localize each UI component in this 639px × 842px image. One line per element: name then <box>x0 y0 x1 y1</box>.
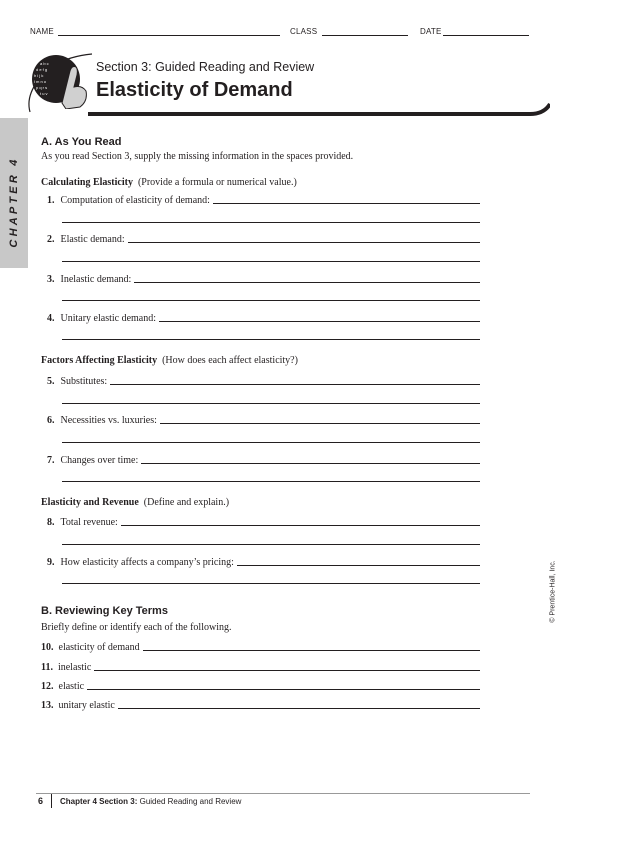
class-field[interactable] <box>322 35 408 36</box>
question-number: 5. <box>47 376 55 387</box>
question-number: 9. <box>47 557 55 568</box>
term-text: inelastic <box>57 662 92 673</box>
answer-line[interactable] <box>62 583 480 584</box>
group-title: Factors Affecting Elasticity <box>41 355 158 366</box>
name-label: NAME <box>30 27 54 36</box>
question-text: Substitutes: <box>60 376 108 387</box>
answer-line[interactable] <box>141 463 480 464</box>
answer-line[interactable] <box>62 403 480 404</box>
term-text: elastic <box>58 681 85 692</box>
term-text: elasticity of demand <box>58 642 140 653</box>
answer-line[interactable] <box>237 565 480 566</box>
answer-line[interactable] <box>118 708 480 709</box>
question-number: 4. <box>47 313 55 324</box>
question-number: 6. <box>47 415 55 426</box>
question-1 <box>47 192 480 206</box>
answer-line[interactable] <box>143 650 480 651</box>
part-a-instruction: As you read Section 3, supply the missing information in the spaces provided. <box>41 151 354 162</box>
question-text: Elastic demand: <box>60 234 125 245</box>
svg-text:a b c: a b c <box>40 61 49 66</box>
question-number: 7. <box>47 455 55 466</box>
answer-line[interactable] <box>62 339 480 340</box>
term-text: unitary elastic <box>58 700 115 711</box>
question-text: Computation of elasticity of demand: <box>60 195 210 206</box>
answer-line[interactable] <box>87 689 480 690</box>
svg-text:p q r s: p q r s <box>36 85 48 90</box>
part-b-heading: B. Reviewing Key Terms <box>41 605 168 617</box>
term-number: 11. <box>41 662 53 673</box>
question-4 <box>47 310 480 324</box>
question-number: 1. <box>47 195 55 206</box>
group-title: Calculating Elasticity <box>41 177 133 188</box>
question-number: 8. <box>47 517 55 528</box>
group-heading-calculating <box>41 177 297 188</box>
section-logo-icon <box>22 51 92 109</box>
date-field[interactable] <box>443 35 529 36</box>
footer-chapter-section: Chapter 4 Section 3: <box>60 797 138 806</box>
term-11 <box>41 659 480 673</box>
answer-line[interactable] <box>134 282 480 283</box>
answer-line[interactable] <box>62 442 480 443</box>
answer-line[interactable] <box>62 222 480 223</box>
question-8 <box>47 514 480 528</box>
answer-line[interactable] <box>159 321 480 322</box>
answer-line[interactable] <box>62 261 480 262</box>
copyright-notice: © Prentice-Hall, Inc. <box>549 560 557 623</box>
page-title: Elasticity of Demand <box>96 79 293 101</box>
section-label: Section 3: Guided Reading and Review <box>96 60 315 74</box>
answer-line[interactable] <box>62 544 480 545</box>
page-number: 6 <box>38 796 44 806</box>
footer-divider <box>36 793 530 794</box>
name-field[interactable] <box>58 35 280 36</box>
question-9 <box>47 554 480 568</box>
term-number: 12. <box>41 681 54 692</box>
answer-line[interactable] <box>110 384 480 385</box>
question-2 <box>47 231 480 245</box>
footer-title: Guided Reading and Review <box>139 797 242 806</box>
answer-line[interactable] <box>121 525 480 526</box>
question-text: Total revenue: <box>60 517 118 528</box>
term-12 <box>41 678 480 692</box>
group-heading-revenue <box>41 497 229 508</box>
question-text: Changes over time: <box>60 455 139 466</box>
question-text: How elasticity affects a company’s pricing: <box>60 557 234 568</box>
answer-line[interactable] <box>160 423 480 424</box>
svg-text:h i j k: h i j k <box>34 73 44 78</box>
group-note: (How does each affect elasticity?) <box>162 355 298 366</box>
part-a-heading: A. As You Read <box>41 136 122 148</box>
term-number: 10. <box>41 642 54 653</box>
footer-separator <box>51 794 52 808</box>
group-heading-factors <box>41 355 298 366</box>
chapter-tab-label: CHAPTER 4 <box>8 156 20 248</box>
svg-text:d e f g: d e f g <box>36 67 48 72</box>
svg-text:l m n o: l m n o <box>34 79 47 84</box>
answer-line[interactable] <box>128 242 480 243</box>
answer-line[interactable] <box>62 300 480 301</box>
part-b-instruction: Briefly define or identify each of the following. <box>41 622 232 633</box>
question-text: Inelastic demand: <box>60 274 132 285</box>
group-note: (Define and explain.) <box>143 497 230 508</box>
term-13 <box>41 697 480 711</box>
term-10 <box>41 639 480 653</box>
question-6 <box>47 412 480 426</box>
question-text: Unitary elastic demand: <box>60 313 157 324</box>
question-text: Necessities vs. luxuries: <box>60 415 157 426</box>
footer-caption <box>60 797 241 806</box>
question-7 <box>47 452 480 466</box>
svg-text:t u v: t u v <box>40 91 48 96</box>
group-title: Elasticity and Revenue <box>41 497 139 508</box>
answer-line[interactable] <box>213 203 480 204</box>
question-number: 3. <box>47 274 55 285</box>
question-number: 2. <box>47 234 55 245</box>
group-note: (Provide a formula or numerical value.) <box>137 177 297 188</box>
question-3 <box>47 271 480 285</box>
question-5 <box>47 373 480 387</box>
class-label: CLASS <box>290 27 318 36</box>
term-number: 13. <box>41 700 54 711</box>
date-label: DATE <box>420 27 442 36</box>
answer-line[interactable] <box>94 670 480 671</box>
answer-line[interactable] <box>62 481 480 482</box>
